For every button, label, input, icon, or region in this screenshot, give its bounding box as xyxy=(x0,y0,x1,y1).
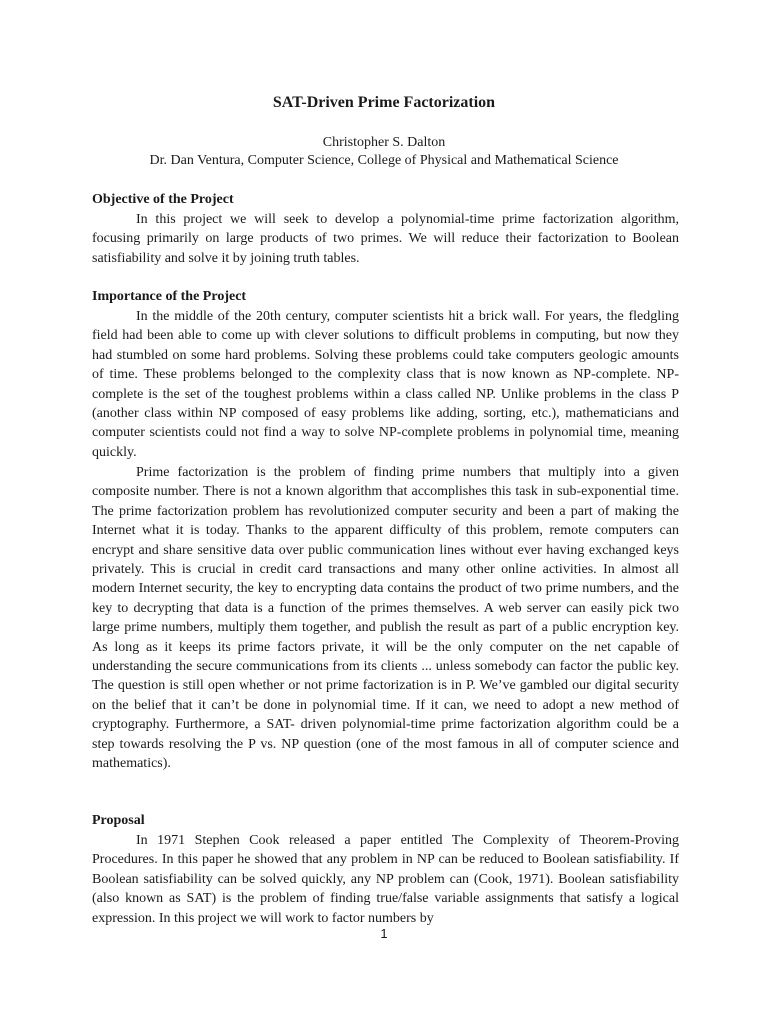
section-heading-importance: Importance of the Project xyxy=(92,289,247,304)
page-number: 1 xyxy=(380,926,388,941)
paragraph-importance-1: In the middle of the 20th century, computer scientists hit a brick wall. For years, the fledgling field had been able to come up with clever solutions to difficult problems in computing, but now they had stumbled on some hard problems. Solving these problems could take computers geologic amounts of time. These problems belonged to the complexity class that is now known as NP-complete. NP-complete is the set of the toughest problems within a class called NP. Unlike problems in the class P (another class within NP composed of easy problems like adding, sorting, etc.), mathematicians and computer scientists could not find a way to solve NP-complete problems in polynomial time, meaning quickly. xyxy=(92,309,679,460)
paragraph-importance-2: Prime factorization is the problem of finding prime numbers that multiply into a given composite number. There is not a known algorithm that accomplishes this task in sub-exponential time. The prime factorization problem has revolutionized computer security and been a part of making the Internet what it is today. Thanks to the apparent difficulty of this problem, remote computers can encrypt and share sensitive data over public communication lines without ever having exchanged keys privately. This is crucial in credit card transactions and many other online activities. In almost all modern Internet security, the key to encrypting data contains the product of two prime numbers, and the key to decrypting that data is a function of the primes themselves. A web server can easily pick two large prime numbers, multiply them together, and publish the result as part of a public encryption key. As long as it keeps its prime factors private, it will be the only computer on the net capable of understanding the secure communications from its clients ... unless somebody can factor the public key. The question is still open whether or not prime factorization is in P. We’ve gambled our digital security on the belief that it can’t be done in polynomial time. If it can, we need to adopt a new method of cryptography. Furthermore, a SAT- driven polynomial-time prime factorization algorithm could be a step towards resolving the P vs. NP question (one of the most famous in all of computer science and mathematics). xyxy=(92,465,679,772)
advisor-line: Dr. Dan Ventura, Computer Science, College of Physical and Mathematical Science xyxy=(149,153,619,168)
paragraph-proposal: In 1971 Stephen Cook released a paper entitled The Complexity of Theorem-Proving Procedures. In this paper he showed that any problem in NP can be reduced to Boolean satisfiability. If Boolean satisfiability can be solved quickly, any NP problem can (Cook, 1971). Boolean satisfiability (also known as SAT) is the problem of finding true/false variable assignments that satisfy a logical expression. In this project we will work to factor numbers by xyxy=(92,833,679,926)
author-name: Christopher S. Dalton xyxy=(322,135,446,150)
section-heading-objective: Objective of the Project xyxy=(92,192,234,207)
document-title: SAT-Driven Prime Factorization xyxy=(272,94,496,111)
paragraph-objective: In this project we will seek to develop a polynomial-time prime factorization algorithm, focusing primarily on large products of two primes. We will reduce their factorization to Boolean satisfiability and solve it by joining truth tables. xyxy=(92,212,679,266)
section-heading-proposal: Proposal xyxy=(92,813,145,828)
